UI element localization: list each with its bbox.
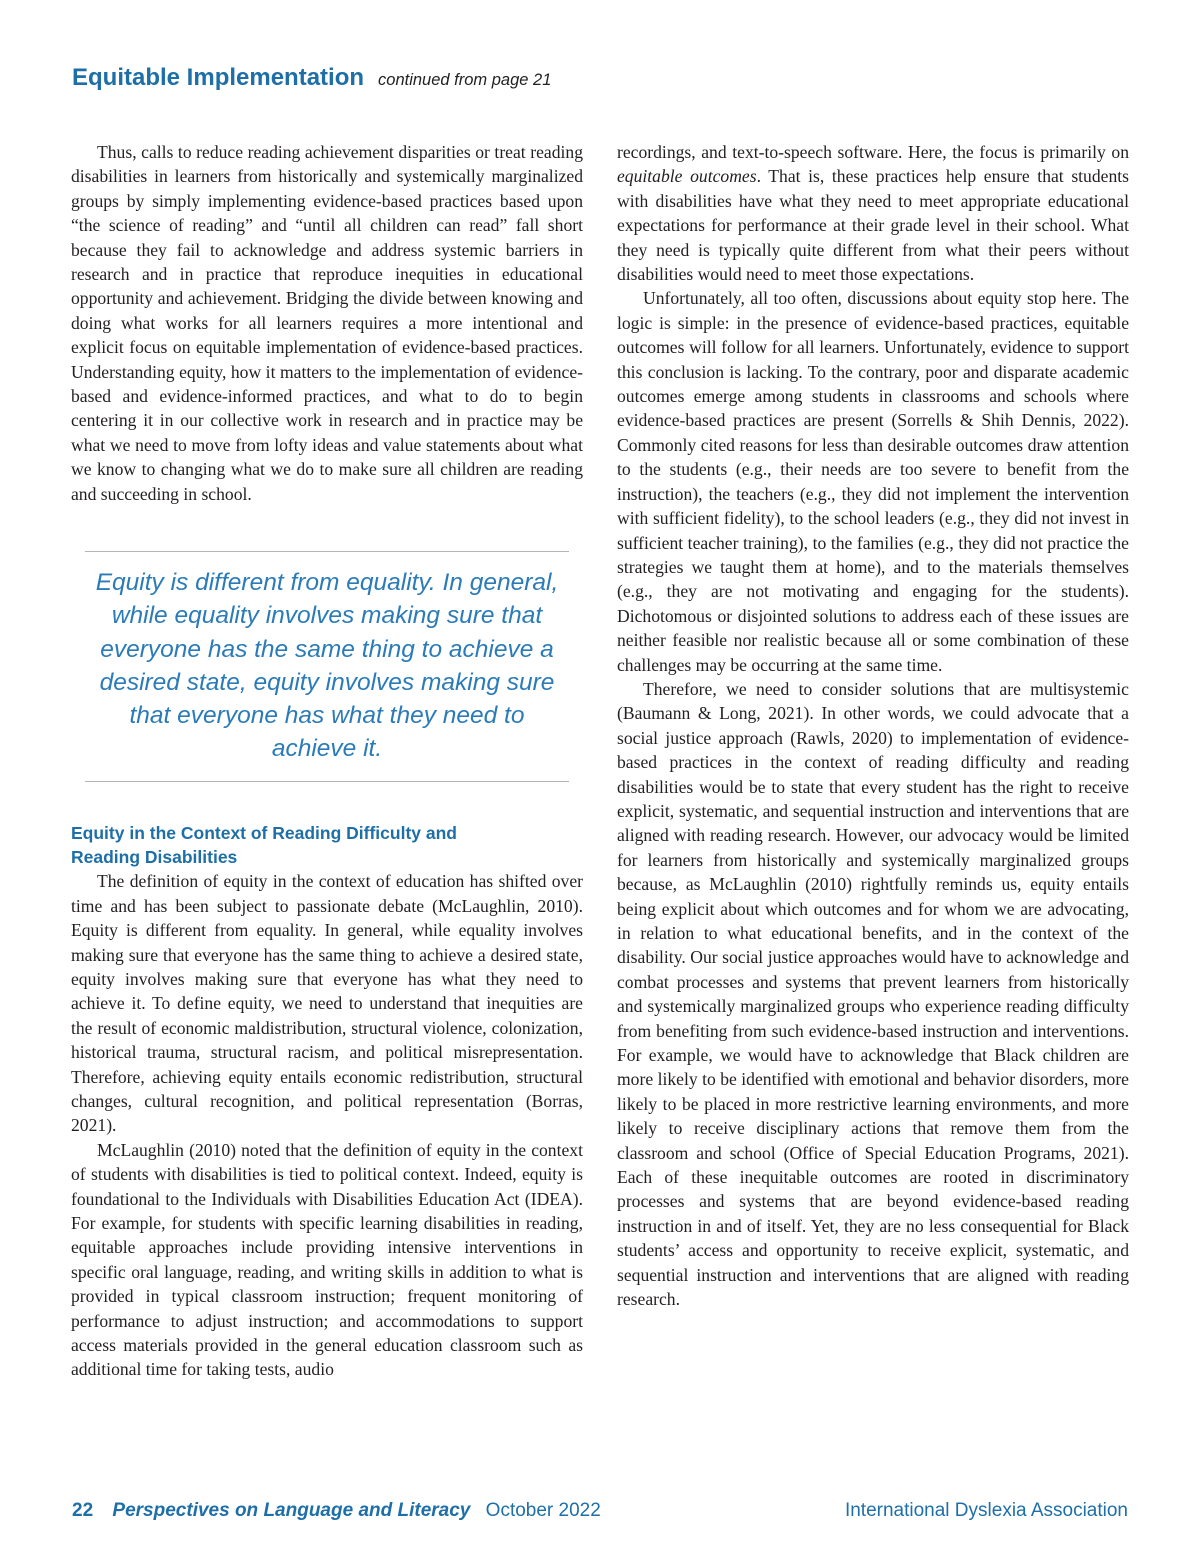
pull-quote: Equity is different from equality. In general, while equality involves making sure that everyone has the same thing to achieve a desired state, equity involves making sure that everyone has what they need to achieve it. [85, 551, 569, 782]
paragraph [617, 140, 1129, 286]
paragraph: McLaughlin (2010) noted that the definition of equity in the context of students with disabilities is tied to political context. Indeed, equity is foundational to the Individuals with Disabilities Education Act (IDEA). For example, for students with specific learning disabilities in reading, equitable approaches include providing intensive interventions in specific oral language, reading, and writing skills in addition to what is provided in typical classroom instruction; frequent monitoring of performance to adjust instruction; and accommodations to support access materials provided in the general education classroom such as additional time for taking tests, audio [71, 1139, 583, 1380]
text-span: recordings, and text-to-speech software. Here, the focus is primarily on [617, 142, 1129, 162]
footer-left [72, 1500, 601, 1522]
article-title: Equitable Implementation [72, 64, 365, 91]
right-column [617, 140, 1129, 1312]
publisher-name: International Dyslexia Association [844, 1500, 1128, 1521]
emphasis-text: equitable outcomes [617, 166, 757, 187]
paragraph: Therefore, we need to consider solutions that are multisystemic (Baumann & Long, 2021). In other words, we could advocate that a social justice approach (Rawls, 2020) to implementation of evidence-based practices in the context of reading difficulty and reading disabilities would be to state that every student has the right to receive explicit, systematic, and sequential instruction and interventions that are aligned with reading research. However, our advocacy would be limited for learners from historically and systemically marginalized groups because, as McLaughlin (2010) rightfully reminds us, equity entails being explicit about which outcomes and for whom we are advocating, in relation to what educational benefits, and in the context of the disability. Our social justice approaches would have to acknowledge and combat processes and systems that prevent learners from historically and systemically marginalized groups who experience reading difficulty from benefiting from such evidence-based instruction and interventions. For example, we would have to acknowledge that Black children are more likely to be identified with emotional and behavior disorders, more likely to be placed in more restrictive learning environments, and more likely to receive disciplinary actions that remove them from the classroom and school (Office of Special Education Programs, 2021). Each of these inequitable outcomes are rooted in discriminatory processes and systems that are beyond evidence-based reading instruction in and of itself. Yet, they are no less consequential for Black students’ access and opportunity to receive explicit, systematic, and sequential instruction and interventions that are aligned with reading research. [617, 678, 1129, 1310]
text-span: . That is, these practices help ensure that students with disabilities have what they need to meet appropriate educational expectations for performance at their grade level in their school. What they need is typically quite different from what their peers without disabilities would need to meet those expectations. [617, 166, 1129, 285]
paragraph: Thus, calls to reduce reading achievement disparities or treat reading disabilities in learners from historically and systemically marginalized groups by simply implementing evidence-based practices based upon “the science of reading” and “until all children can read” fall short because they fail to acknowledge and address systemic barriers in research and in practice that reproduce inequities in educational opportunity and achievement. Bridging the divide between knowing and doing what works for all learners requires a more intentional and explicit focus on equitable implementation of evidence-based practices. Understanding equity, how it matters to the implementation of evidence-based and evidence-informed practices, and what to do to begin centering it in our collective work in research and in practice may be what we need to move from lofty ideas and value statements about what we know to changing what we do to make sure all children are reading and succeeding in school. [71, 142, 583, 504]
page-footer [72, 1500, 1128, 1522]
paragraph: Unfortunately, all too often, discussions about equity stop here. The logic is simple: in the presence of evidence-based practices, equitable outcomes will follow for all learners. Unfortunately, evidence to support this conclusion is lacking. To the contrary, poor and disparate academic outcomes emerge among students in classrooms and schools where evidence-based practices are present (Sorrells & Shih Dennis, 2022). Commonly cited reasons for less than desirable outcomes draw attention to the students (e.g., their needs are too severe to benefit from the instruction), the teachers (e.g., they did not implement the intervention with sufficient fidelity), to the school leaders (e.g., they did not invest in sufficient teacher training), to the families (e.g., they did not practice the strategies we taught them at home), and to the materials themselves (e.g., they are not motivating and engaging for the students). Dichotomous or disjointed solutions to address each of these issues are neither feasible nor realistic because all or some combination of these challenges may be occurring at the same time. [617, 288, 1129, 675]
journal-title: Perspectives on Language and Literacy [112, 1500, 471, 1521]
running-header [72, 64, 551, 92]
page-number: 22 [72, 1500, 94, 1521]
paragraph: The definition of equity in the context of education has shifted over time and has been subject to passionate debate (McLaughlin, 2010). Equity is different from equality. In general, while equality involves making sure that everyone has the same thing to achieve a desired state, equity involves making sure that everyone has what they need to achieve it. To define equity, we need to understand that inequities are the result of economic maldistribution, structural violence, colonization, historical trauma, structural racism, and political misrepresentation. Therefore, achieving equity entails economic redistribution, structural changes, cultural recognition, and political representation (Borras, 2021). [71, 871, 583, 1136]
left-column [71, 140, 583, 1382]
section-heading: Equity in the Context of Reading Difficulty and Reading Disabilities [71, 823, 457, 867]
continued-note: continued from page 21 [378, 71, 552, 89]
issue-date: October 2022 [485, 1500, 601, 1521]
